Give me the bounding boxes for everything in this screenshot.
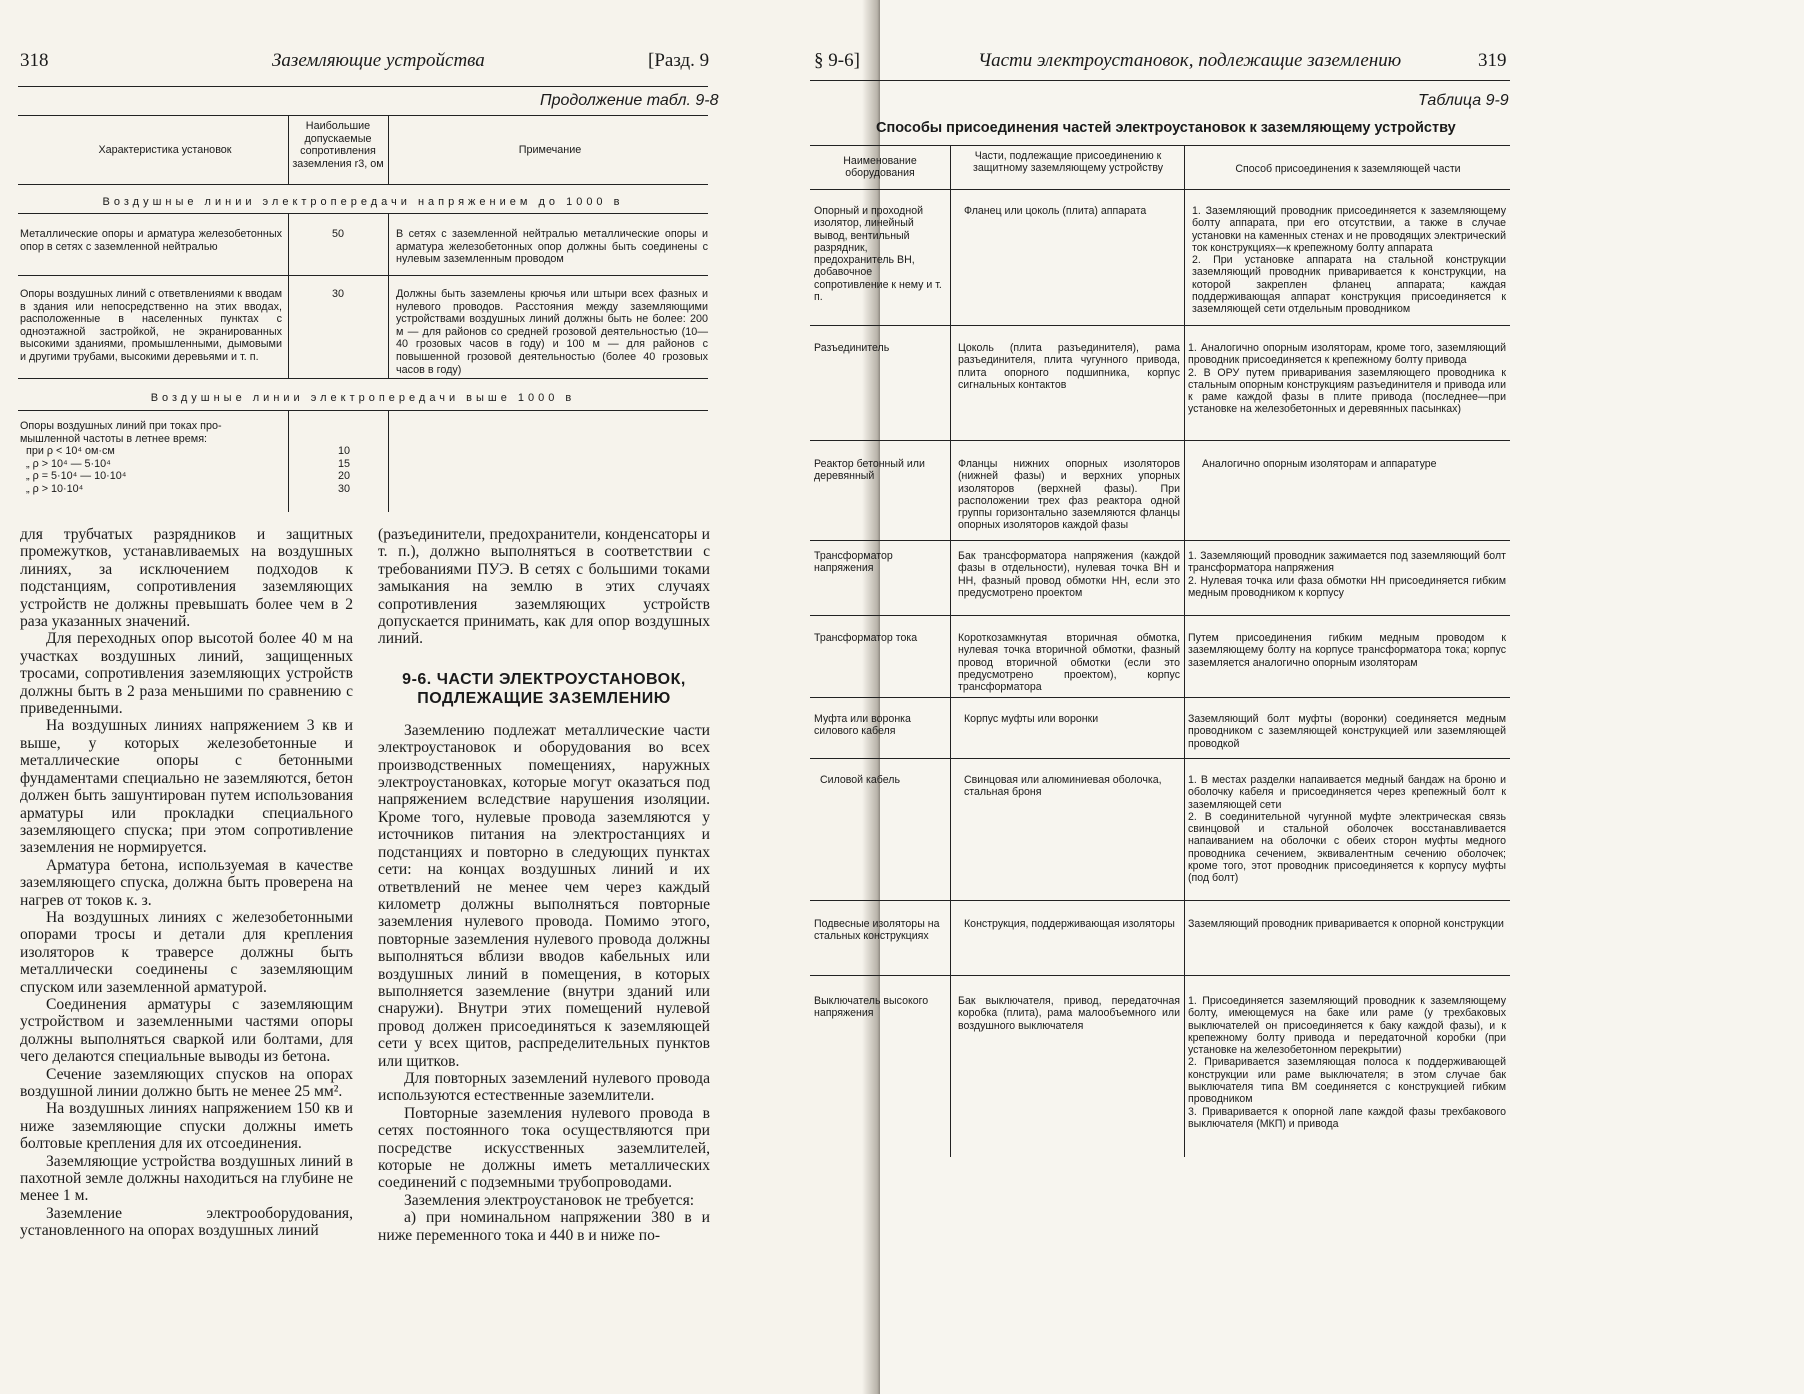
paragraph: На воздушных линиях напряжением 3 кв и выше, у которых железобетонные и металлические опоры с бетонными фундаментами специально не заземляются, бетон должен быть зашунтирован путем использования арматуры или прокладки специального заземляющего спуска; при этом сопротивление заземления не нормируется. [20, 717, 353, 857]
page-number-right: 319 [1478, 50, 1507, 71]
table-row-note: Должны быть заземлены крючья или штыри всех фазных и нулевого проводов. Расстояния между заземляющими устройствами воздушных линий должны быть не более: 200 м — для районов со средней грозовой деятельностью (10—40 грозовых часов в году) и 100 м — для районов с повышенной грозовой деятельностью (более 40 грозовых часов в году) [396, 288, 708, 376]
table-row-name: Муфта или воронка силового кабеля [814, 713, 911, 738]
table-row-name: Силовой кабель [820, 774, 900, 786]
char-line: „ ρ > 10⁴ — 5·10⁴ [26, 457, 111, 470]
paragraph: На воздушных линиях напряжением 150 кв и ниже заземляющие спуски должны иметь болтовые крепления для их отсоединения. [20, 1100, 353, 1153]
table-row-parts: Корпус муфты или воронки [964, 713, 1099, 725]
table-row-note: В сетях с заземленной нейтралью металлические опоры и арматура железобетонных опор должны быть соединены с нулевым заземленным проводом [396, 228, 708, 266]
table-header-characteristic: Характеристика установок [98, 144, 232, 156]
table-row-characteristic: Опоры воздушных линий с ответвлениями к вводам в здания или непосредственно на этих вводах, расположенные в населенных пунктах с одноэтажной застройкой, не экранированных высокими зданиями, промышленными, дымовыми и другими трубами, высокими деревьями и т. п. [20, 288, 282, 363]
table-row-parts: Конструкция, поддерживающая изоляторы [964, 918, 1175, 930]
section-ref-right: § 9-6] [814, 50, 860, 71]
table-row-name: Выключатель высокого напряжения [814, 995, 929, 1020]
table-row-method: 1. Присоединяется заземляющий проводник к заземляющему болту, имеющемуся на баке или раме (у трехбаковых выключателей он присоединяется к баку каждой фазы), и к крепежному болту привода и передаточной коробки (при установке на железобетонном перекрытии) 2. Приваривается заземляющая полоса к поддерживающей конструкции или раме выключателя; в этом случае бак выключателя типа ВМ соединяется с конструкцией гибким проводником 3. Приваривается к опорной лапе каждой фазы трехбакового выключателя (МКП) и привода [1188, 995, 1506, 1130]
table-row-value: 30 [331, 288, 344, 300]
table-header-note: Примечание [518, 144, 582, 156]
table-row-method: 1. Заземляющий проводник присоединяется к заземляющему болту аппарата, при его отсутствии, а также в случае установки на каменных стенах и не проводящих электрический ток конструкциях—к крепежному болту аппарата 2. При установке аппарата на стальной конструкции заземляющий проводник приваривается к конструкции, на которой закреплен фланец аппарата; каждая поддерживающая аппарат конструкция присоединяется к заземляющей сети отдельным проводником [1192, 205, 1506, 316]
paragraph: Соединения арматуры с заземляющим устройством и заземленными частями опоры должны выполняться сваркой или болтами, для чего делаются специальные выводы из бетона. [20, 995, 353, 1066]
section-heading-9-6 [378, 670, 710, 708]
running-title-left: Заземляющие устройства [272, 50, 485, 71]
table-row-parts: Короткозамкнутая вторичная обмотка, нулевая точка вторичной обмотки, фазный провод вторичной обмотки (если это предусмотрено проектом), корпус трансформатора [958, 632, 1180, 694]
section-ref-left: [Разд. 9 [648, 50, 710, 71]
section-heading-line: ПОДЛЕЖАЩИЕ ЗАЗЕМЛЕНИЮ [417, 689, 671, 707]
value-line: 10 [337, 445, 350, 457]
table-row-name: Реактор бетонный или деревянный [814, 458, 925, 483]
table-row-characteristic: Металлические опоры и арматура железобетонных опор в сетях с заземленной нейтралью [20, 228, 282, 253]
table-section-above-1000: Воздушные линии электропередачи выше 1000 в [150, 392, 576, 404]
paragraph: Заземления электроустановок не требуется: [404, 1191, 695, 1209]
paragraph: для трубчатых разрядников и защитных промежутков, устанавливаемых на воздушных линиях, за исключением подходов к подстанциям, сопротивления заземляющих устройств не должны превышать более чем в 2 раза указанных значений. [20, 526, 353, 631]
table-row-parts: Бак трансформатора напряжения (каждой фазы в отдельности), нулевая точка ВН и НН, фазный провод обмотки НН, если это предусмотрено проектом [958, 550, 1180, 599]
table-header-resistance: Наибольшие допускаемые сопротивления заземления r3, ом [292, 120, 384, 170]
table-row-name: Трансформатор тока [814, 632, 918, 644]
table-row-value: 50 [331, 228, 344, 240]
running-title-right: Части электроустановок, подлежащие заземлению [978, 50, 1402, 71]
table-row-method: 1. В местах разделки напаивается медный бандаж на броню и оболочку кабеля и присоединяется через крепежный болт к заземляющей сети 2. В соединительной чугунной муфте электрическая связь свинцовой и стальной оболочек восстанавливается напаиванием на оболочки с обеих сторон муфты медного проводника сечением, эквивалентным сечению оболочек; кроме того, этот проводник присоединяется к корпусу муфты (под болт) [1188, 774, 1506, 885]
table-row-method: Заземляющий проводник приваривается к опорной конструкции [1188, 918, 1504, 930]
table-row-method: 1. Аналогично опорным изоляторам, кроме того, заземляющий проводник присоединяется к крепежному болту привода 2. В ОРУ путем приваривания заземляющего проводника к стальным опорным конструкциям разъединителя и привода или к раме каждой фазы в плите привода (последнее—при установке на железобетонных и деревянных пасынках) [1188, 342, 1506, 416]
char-line: Опоры воздушных линий при токах про- [20, 420, 222, 432]
paragraph: Повторные заземления нулевого провода в сетях постоянного тока осуществляются при посредстве искусственных заземлителей, которые не должны иметь металлических соединений с подземными трубопроводами. [378, 1104, 710, 1192]
section-heading-line: 9-6. ЧАСТИ ЭЛЕКТРОУСТАНОВОК, [402, 670, 686, 688]
left-page [0, 0, 880, 1394]
value-line: 20 [337, 470, 350, 483]
table-row-parts: Фланцы нижних опорных изоляторов (нижней фазы) и верхних упорных изоляторов (верхней фазы). При расположении трех фаз реактора одной группы горизонтально заземляются фланцы опорных изоляторов каждой фазы [958, 458, 1180, 532]
paragraph: Заземление электрооборудования, установленного на опорах воздушных линий [20, 1204, 353, 1240]
value-line: 30 [337, 482, 350, 495]
table-row-parts: Бак выключателя, привод, передаточная коробка (плита), рама малообъемного или воздушного выключателя [958, 995, 1180, 1032]
char-line: „ ρ > 10·10⁴ [26, 482, 84, 495]
table-continuation-caption: Продолжение табл. 9-8 [540, 92, 719, 109]
table-section-up-to-1000: Воздушные линии электропередачи напряжением до 1000 в [102, 196, 624, 208]
table-label: Таблица 9-9 [1418, 92, 1509, 109]
paragraph: Арматура бетона, используемая в качестве заземляющего спуска, должна быть проверена на нагрев от токов к. з. [20, 856, 353, 909]
page-number-left: 318 [20, 50, 49, 71]
char-line: при ρ < 10⁴ ом·см [26, 445, 115, 458]
value-line: 15 [337, 457, 350, 470]
paragraph: Для повторных заземлений нулевого провода используются естественные заземлители. [378, 1069, 710, 1105]
char-line: мышленной частоты в летнее время: [20, 432, 208, 445]
paragraph: (разъединители, предохранители, конденсаторы и т. п.), должно выполняться в соответствии с требованиями ПУЭ. В сетях с большими токами замыкания на землю в этих случаях сопротивления заземляющих устройств допускается принимать, как для опор воздушных линий. [378, 526, 710, 648]
table-header-equipment: Наименование оборудования [843, 155, 917, 180]
table-row-method: 1. Заземляющий проводник зажимается под заземляющий болт трансформатора напряжения 2. Нулевая точка или фаза обмотки НН присоединяется гибким медным проводником к корпусу [1188, 550, 1506, 599]
table-row-name: Подвесные изоляторы на стальных конструкциях [814, 918, 940, 943]
table-row-characteristic-b [20, 420, 286, 496]
table-row-parts: Фланец или цоколь (плита) аппарата [964, 205, 1147, 217]
paragraph: Сечение заземляющих спусков на опорах воздушной линии должно быть не менее 25 мм². [20, 1065, 353, 1100]
table-row-method: Путем присоединения гибким медным проводом к заземляющему болту на корпусе трансформатора тока; корпус заземляется аналогично опорным изоляторам [1188, 632, 1506, 669]
table-row-parts: Свинцовая или алюминиевая оболочка, стальная броня [964, 774, 1162, 799]
table-row-parts: Цоколь (плита разъединителя), рама разъединителя, плита чугунного привода, плита опорного подшипника, корпус сигнальных контактов [958, 342, 1180, 391]
left-body-column-2 [378, 526, 710, 1244]
table-row-name: Разъединитель [814, 342, 890, 354]
table-header-method: Способ присоединения к заземляющей части [1235, 163, 1461, 175]
table-header-parts: Части, подлежащие присоединению к защитному заземляющему устройству [972, 150, 1164, 175]
table-row-name: Трансформатор напряжения [814, 550, 893, 575]
right-page [814, 0, 1804, 1394]
paragraph: На воздушных линиях с железобетонными опорами тросы и детали для крепления изоляторов к траверсе должны быть металлически соединены с заземляющим спуском или заземленной арматурой. [20, 908, 353, 996]
table-row-name: Опорный и проходной изолятор, линейный вывод, вентильный разрядник, предохранитель ВН, добавочное сопротивление к нему и т. п. [814, 205, 942, 304]
char-line: „ ρ = 5·10⁴ — 10·10⁴ [26, 470, 127, 483]
table-row-values-b [292, 445, 396, 495]
table-row-method: Заземляющий болт муфты (воронки) соединяется медным проводником с заземляющей конструкцией или заземляющей проводкой [1188, 713, 1506, 750]
table-row-method: Аналогично опорным изоляторам и аппаратуре [1202, 458, 1437, 470]
left-body-column-1 [20, 526, 353, 1240]
paragraph: Заземлению подлежат металлические части электроустановок и оборудования во всех производственных помещениях, наружных электроустановках, которые могут оказаться под напряжением вследствие нарушения изоляции. Кроме того, нулевые провода заземляются у источников питания на электростанциях и подстанциях и повторно в следующих пунктах сети: на концах воздушных линий и их ответвлений не менее чем через каждый километр должны выполняться повторные заземления нулевого провода. Помимо этого, повторные заземления нулевого провода должны выполняться вблизи вводов кабельных или воздушных линий в помещения, в которых выполняется заземление (внутри зданий или снаружи). Внутри этих помещений нулевой провод должен присоединяться к заземляющей сети у всех щитов, распределительных пунктов или щитков. [378, 721, 710, 1070]
table-title: Способы присоединения частей электроустановок к заземляющему устройству [876, 120, 1456, 136]
paragraph: Заземляющие устройства воздушных линий в пахотной земле должны находиться на глубине не менее 1 м. [20, 1152, 353, 1205]
paragraph: а) при номинальном напряжении 380 в и ниже переменного тока и 440 в и ниже по- [378, 1209, 710, 1244]
paragraph: Для переходных опор высотой более 40 м на участках воздушных линий, защищенных тросами, сопротивления заземляющих устройств должны быть в 2 раза меньшими по сравнению с приведенными. [20, 630, 353, 718]
